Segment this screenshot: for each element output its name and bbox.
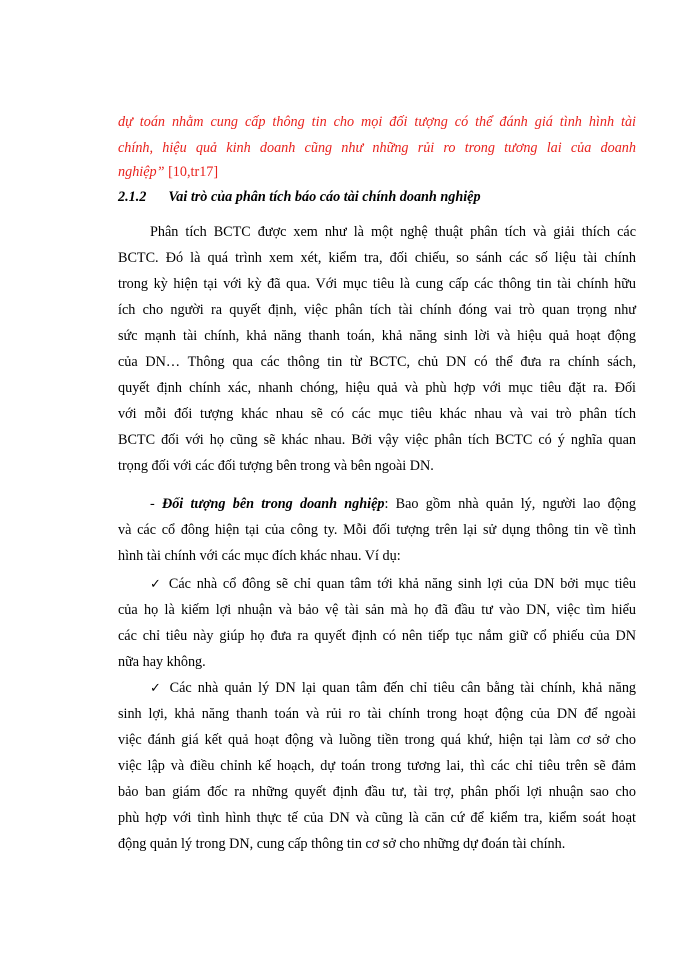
para1-line: trọng đối với các đối tượng bên trong và bên ngoài DN. <box>118 458 434 474</box>
para2-bold-term: Đối tượng bên trong doanh nghiệp <box>161 496 385 512</box>
quote-line-2: chính, hiệu quả kinh doanh cũng như những rủi ro trong tương lai của doanh <box>118 140 636 156</box>
para2-line: hình tài chính với các mục đích khác nhau. Ví dụ: <box>118 548 401 564</box>
bullet2-line: động quản lý trong DN, cung cấp thông tin cơ sở cho những dự đoán tài chính. <box>118 836 566 852</box>
quote-line-1: dự toán nhằm cung cấp thông tin cho mọi đối tượng có thể đánh giá tình hình tài <box>118 114 636 130</box>
para1-line: quyết định chính xác, nhanh chóng, hiệu quả và phù hợp với mục tiêu đặt ra. Đối <box>118 380 636 396</box>
bullet1-line: nữa hay không. <box>118 654 206 670</box>
bullet2-line-1 <box>150 678 636 699</box>
para1-line: trong kỳ hiện tại với kỳ đã qua. Với mục tiêu là cung cấp các thông tin tài chính hữu <box>118 276 636 292</box>
para1-line: Phân tích BCTC được xem như là một nghệ thuật phân tích và giải thích các <box>150 224 636 240</box>
para1-line: BCTC đối với họ cũng sẽ khác nhau. Bởi vậy việc phân tích BCTC có ý nghĩa quan <box>118 432 636 448</box>
quote-line-3 <box>118 162 636 182</box>
para1-line: sức mạnh tài chính, khả năng thanh toán, khả năng sinh lời và hiệu quả hoạt động <box>118 328 636 344</box>
section-number: 2.1.2 <box>118 189 147 205</box>
bullet2-text: Các nhà quản lý DN lại quan tâm đến chỉ tiêu cân bằng tài chính, khả năng <box>169 680 637 696</box>
para2-rest: : Bao gồm nhà quản lý, người lao động <box>384 496 636 512</box>
para1-line: ích cho người ra quyết định, việc phân tích tài chính đóng vai trò quan trọng như <box>118 302 636 318</box>
check-icon: ✓ <box>150 577 164 592</box>
section-title: Vai trò của phân tích báo cáo tài chính doanh nghiệp <box>168 189 481 205</box>
quote-end-text: nghiệp” <box>118 164 165 180</box>
bullet2-line: phù hợp với tình hình thực tế của DN và cũng là căn cứ để kiểm tra, kiểm soát hoạt <box>118 810 636 826</box>
bullet2-line: việc đánh giá kết quả hoạt động và luồng tiền trong quá khứ, hiện tại làm cơ sở cho <box>118 732 636 748</box>
bullet2-line: việc lập và điều chỉnh kế hoạch, dự toán trong tương lai, thì các chỉ tiêu trên sẽ đảm <box>118 758 636 774</box>
para1-line: BCTC. Đó là quá trình xem xét, kiểm tra, đối chiếu, so sánh các số liệu tài chính <box>118 250 636 266</box>
para1-line: của DN… Thông qua các thông tin từ BCTC, chủ DN có thể đưa ra chính sách, <box>118 354 636 370</box>
check-icon: ✓ <box>150 681 164 696</box>
bullet1-line-1 <box>150 574 636 595</box>
bullet1-line: của họ là kiếm lợi nhuận và bảo vệ tài sản mà họ đã đầu tư vào DN, việc tìm hiểu <box>118 602 636 618</box>
bullet1-line: các chỉ tiêu này giúp họ đưa ra quyết định có nên tiếp tục nắm giữ cổ phiếu của DN <box>118 628 636 644</box>
bullet2-line: bảo ban giám đốc ra những quyết định đầu tư, tài trợ, phân phối lợi nhuận sao cho <box>118 784 636 800</box>
para2-line-1 <box>150 494 636 514</box>
para2-line: và các cổ đông hiện tại của công ty. Mỗi đối tượng trên lại sử dụng thông tin về tình <box>118 522 636 538</box>
quote-citation: [10,tr17] <box>164 164 219 180</box>
para2-dash: - <box>150 496 162 512</box>
bullet2-line: sinh lợi, khả năng thanh toán và rủi ro tài chính trong hoạt động của DN để ngoài <box>118 706 636 722</box>
para1-line: với mỗi đối tượng khác nhau sẽ có các mục tiêu khác nhau và vai trò phân tích <box>118 406 636 422</box>
section-heading <box>118 187 636 207</box>
bullet1-text: Các nhà cổ đông sẽ chỉ quan tâm tới khả năng sinh lợi của DN bởi mục tiêu <box>168 576 636 592</box>
